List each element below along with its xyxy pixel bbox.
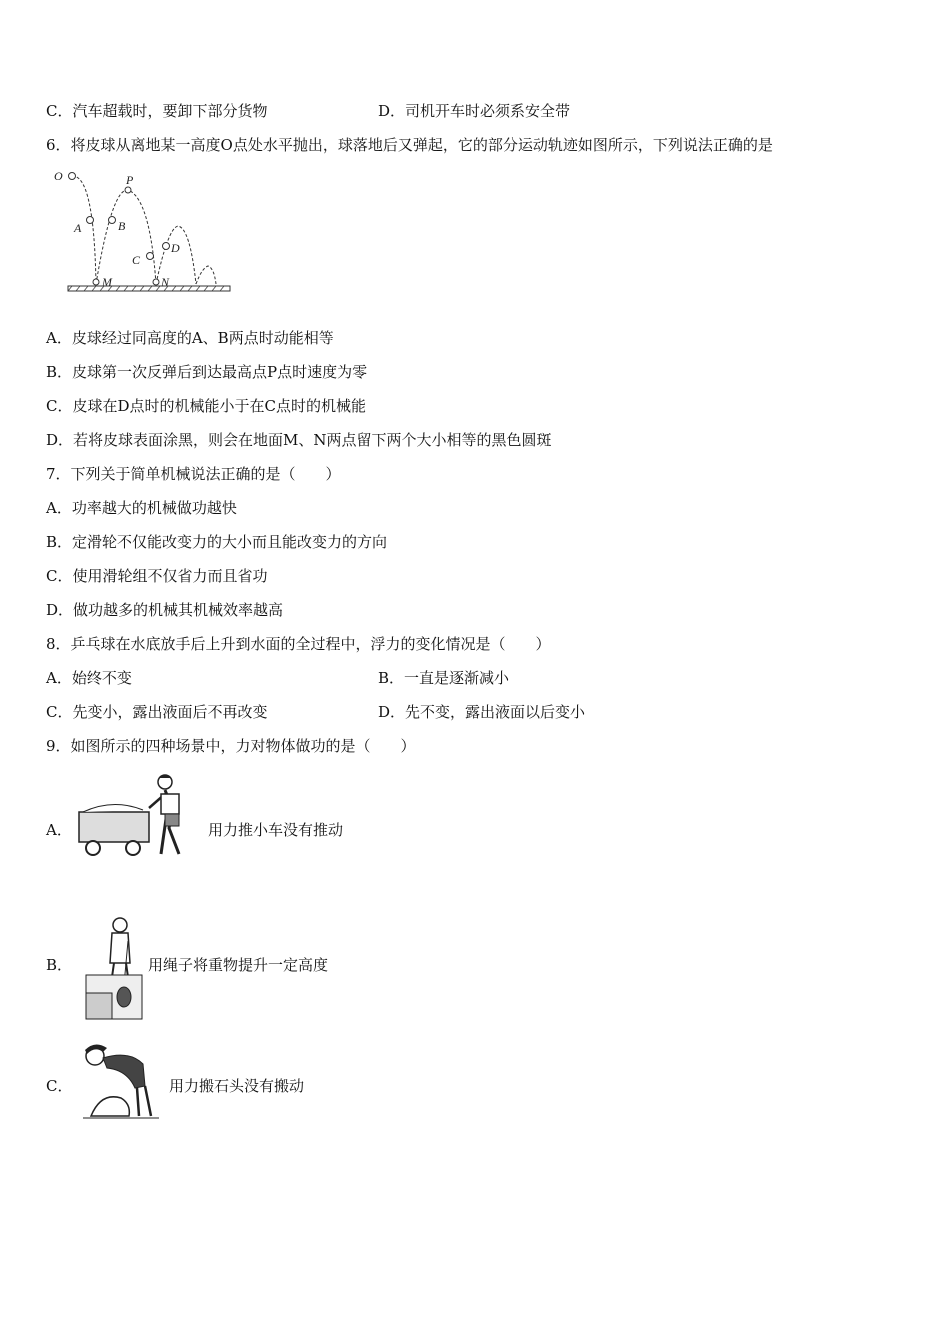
label-B: B [118,219,126,233]
q6-trajectory-figure [50,168,240,298]
lift-stone-illustration [73,1040,163,1130]
q6-option-a: A．皮球经过同高度的A、B两点时动能相等 [46,329,334,347]
q6-option-b: B．皮球第一次反弹后到达最高点P点时速度为零 [46,363,368,381]
q5-option-d: D．司机开车时必须系安全带 [378,102,571,120]
q8-option-d: D．先不变，露出液面以后变小 [378,703,586,721]
q8-option-c: C．先变小，露出液面后不再改变 [46,703,268,721]
lift-rope-illustration [84,915,144,1020]
q7-option-d: D．做功越多的机械其机械效率越高 [46,601,284,619]
q9-option-b-text: 用绳子将重物提升一定高度 [148,956,329,974]
q8-option-b: B．一直是逐渐减小 [378,669,510,687]
q9-stem: 9．如图所示的四种场景中，力对物体做功的是（ ） [46,737,416,755]
q5-option-c: C．汽车超载时，要卸下部分货物 [46,102,268,120]
q9-option-a-label: A． [46,821,72,839]
q8-option-a: A．始终不变 [46,669,132,687]
q6-option-c: C．皮球在D点时的机械能小于在C点时的机械能 [46,397,366,415]
q6-stem: 6．将皮球从离地某一高度O点处水平抛出，球落地后又弹起，它的部分运动轨迹如图所示，下列说法正确的是 [46,136,773,154]
q6-option-d: D．若将皮球表面涂黑，则会在地面M、N两点留下两个大小相等的黑色圆斑 [46,431,552,449]
q9-option-c-label: C． [46,1077,73,1095]
label-M: M [102,275,112,289]
label-O: O [54,169,63,183]
q7-option-c: C．使用滑轮组不仅省力而且省功 [46,567,268,585]
label-P: P [126,173,134,187]
q7-option-a: A．功率越大的机械做功越快 [46,499,237,517]
q9-option-b-label: B． [46,956,73,974]
q7-stem: 7．下列关于简单机械说法正确的是（ ） [46,465,341,483]
label-C: C [132,253,141,267]
push-cart-illustration [73,770,208,860]
label-N: N [161,275,170,289]
label-D: D [171,241,180,255]
q9-option-c-text: 用力搬石头没有搬动 [169,1077,305,1095]
q9-option-a-text: 用力推小车没有推动 [208,821,344,839]
q7-option-b: B．定滑轮不仅能改变力的大小而且能改变力的方向 [46,533,388,551]
q8-stem: 8．乒乓球在水底放手后上升到水面的全过程中，浮力的变化情况是（ ） [46,635,551,653]
label-A: A [74,221,82,235]
